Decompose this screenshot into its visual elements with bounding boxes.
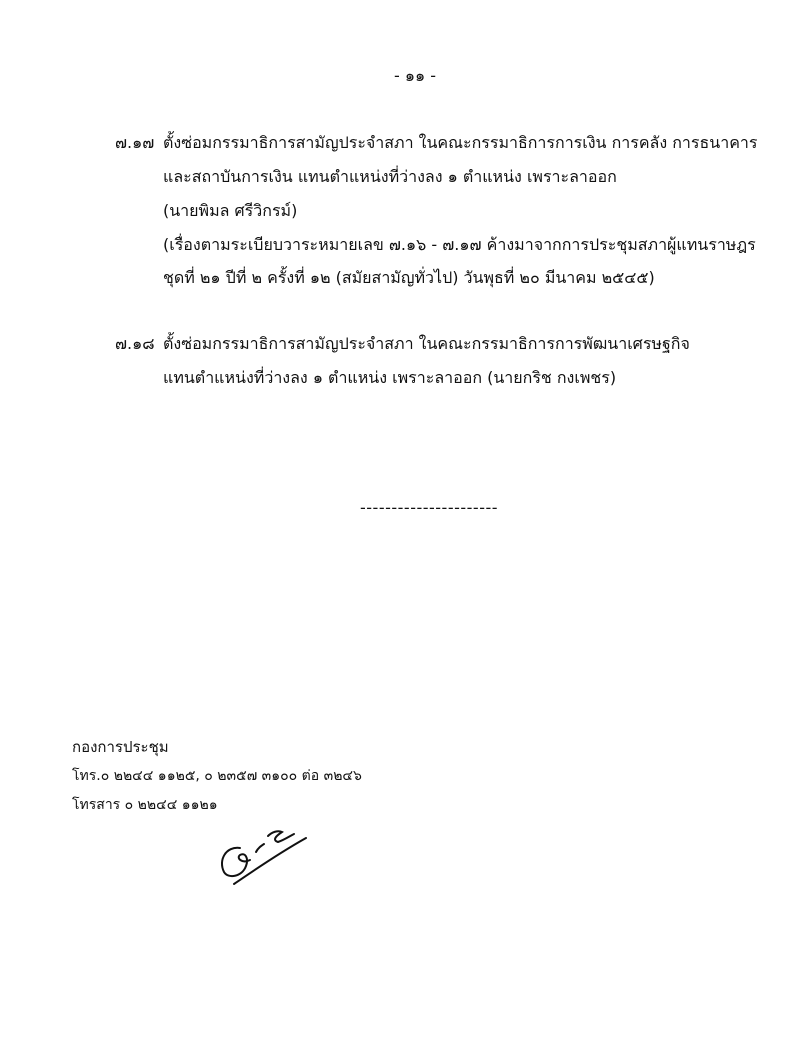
item-text-line: แทนตำแหน่งที่ว่างลง ๑ ตำแหน่ง เพราะลาออก (นายกริช กงเพชร) bbox=[163, 368, 617, 387]
item-text-line: และสถาบันการเงิน แทนตำแหน่งที่ว่างลง ๑ ตำแหน่ง เพราะลาออก bbox=[163, 167, 617, 186]
section-divider: ---------------------- bbox=[360, 498, 499, 517]
footer-office: กองการประชุม bbox=[72, 738, 169, 756]
page-number: - ๑๑ - bbox=[394, 66, 437, 85]
item-text-line: ชุดที่ ๒๑ ปีที่ ๒ ครั้งที่ ๑๒ (สมัยสามัญทั่วไป) วันพุธที่ ๒๐ มีนาคม ๒๕๔๕) bbox=[163, 268, 655, 287]
handwritten-signature bbox=[212, 822, 312, 892]
item-text-line: ตั้งซ่อมกรรมาธิการสามัญประจำสภา ในคณะกรรมาธิการการพัฒนาเศรษฐกิจ bbox=[163, 334, 690, 353]
item-number: ๗.๑๗ bbox=[115, 133, 155, 152]
item-text-line: ตั้งซ่อมกรรมาธิการสามัญประจำสภา ในคณะกรรมาธิการการเงิน การคลัง การธนาคาร bbox=[163, 133, 758, 152]
item-text-line: (เรื่องตามระเบียบวาระหมายเลข ๗.๑๖ - ๗.๑๗ ค้างมาจากการประชุมสภาผู้แทนราษฎร bbox=[163, 235, 756, 254]
footer-fax: โทรสาร ๐ ๒๒๔๔ ๑๑๒๑ bbox=[72, 797, 218, 813]
item-number: ๗.๑๘ bbox=[115, 334, 155, 353]
item-text-line: (นายพิมล ศรีวิกรม์) bbox=[163, 201, 298, 220]
footer-phone: โทร.๐ ๒๒๔๔ ๑๑๒๕, ๐ ๒๓๕๗ ๓๑๐๐ ต่อ ๓๒๔๖ bbox=[72, 768, 362, 784]
